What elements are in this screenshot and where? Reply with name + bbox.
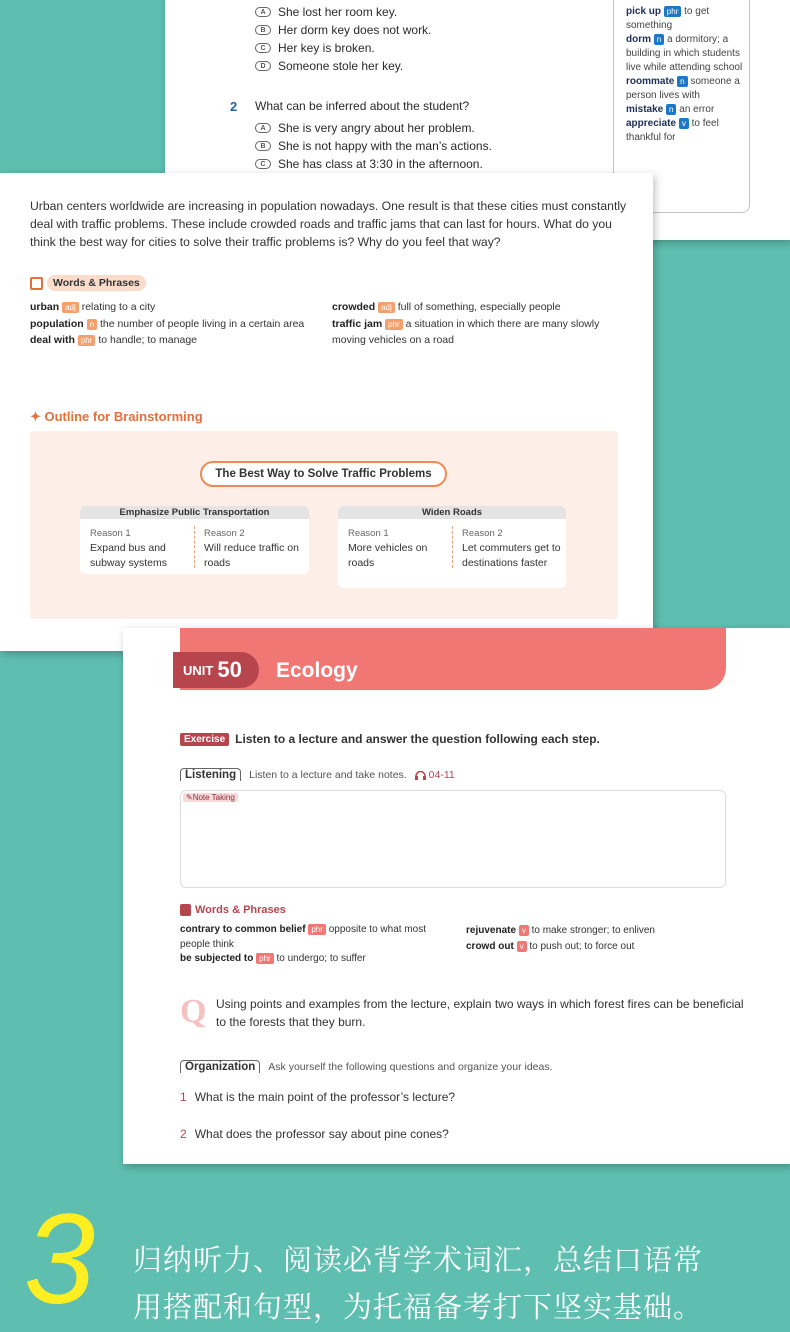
reason-divider [194, 526, 195, 568]
exercise-badge: Exercise [180, 733, 229, 746]
option-letter: C [255, 159, 271, 169]
note-taking-area[interactable] [180, 790, 726, 888]
reason-item: Reason 2 Will reduce traffic on roads [204, 528, 299, 569]
unit-page [123, 628, 790, 1164]
vocab-entry: mistake n an error [626, 104, 715, 115]
vocab-entry: be subjected to phr to undergo; to suffer [180, 953, 366, 964]
outline-title: ✦ Outline for Brainstorming [30, 409, 203, 424]
option-text: She lost her room key. [278, 5, 398, 19]
question-number: 2 [230, 99, 238, 114]
organization-question: 1 What is the main point of the professor’s lecture? [180, 1090, 456, 1104]
question-text: Using points and examples from the lecture, explain two ways in which forest fires can be beneficial to the forests that they burn. [216, 997, 744, 1029]
caption-line: 用搭配和句型，为托福备考打下坚实基础。 [133, 1290, 704, 1324]
outline-box [30, 431, 618, 619]
listening-header [180, 768, 455, 781]
vocab-entry: crowd out v to push out; to force out [466, 940, 635, 952]
q1-option-a[interactable] [255, 5, 397, 19]
words-phrases-title: Words & Phrases [47, 275, 146, 291]
feature-number: 3 [24, 1188, 96, 1331]
option-letter: B [255, 141, 271, 151]
note-taking-label: ✎Note Taking [183, 793, 238, 802]
unit-badge [173, 652, 259, 688]
words-phrases-header [180, 904, 286, 916]
option-text: She is not happy with the man’s actions. [278, 139, 492, 153]
exercise-text: Listen to a lecture and answer the question following each step. [235, 732, 600, 746]
caption-line: 归纳听力、阅读必背学术词汇，总结口语常 [133, 1243, 704, 1277]
q2-option-b[interactable] [255, 139, 492, 153]
vocab-entry: deal with phr to handle; to manage [30, 334, 198, 346]
vocab-right [466, 923, 726, 954]
reason-divider [452, 526, 453, 568]
reason-item: Reason 1 More vehicles on roads [348, 528, 428, 569]
option-text: She has class at 3:30 in the afternoon. [278, 157, 483, 171]
vocab-entry: roommate n someone a person lives with [626, 76, 740, 101]
vocab-entry: traffic jam phr a situation in which there are many slowly moving vehicles on a road [332, 317, 600, 346]
unit-label: UNIT [183, 662, 214, 678]
option-letter: A [255, 7, 271, 17]
listening-description: Listen to a lecture and take notes. [249, 769, 407, 781]
book-icon [180, 904, 191, 916]
unit-title: Ecology [276, 659, 358, 682]
unit-number: 50 [217, 657, 242, 682]
reason-item: Reason 2 Let commuters get to destinations faster [462, 528, 561, 569]
option-letter: A [255, 123, 271, 133]
listening-label: Listening [180, 768, 241, 781]
vocab-entry: urban adj relating to a city [30, 301, 156, 313]
q2-option-a[interactable] [255, 121, 475, 135]
option-letter: B [255, 25, 271, 35]
words-phrases-header [30, 275, 146, 291]
vocab-right [332, 299, 622, 349]
option-text: She is very angry about her problem. [278, 121, 475, 135]
vocab-entry: contrary to common belief phr opposite to what most people think [180, 924, 426, 950]
option-text: Her key is broken. [278, 41, 375, 55]
speaking-prompt-page [0, 173, 653, 651]
q2-option-c[interactable] [255, 157, 483, 171]
vocab-left [30, 299, 320, 349]
q1-option-c[interactable] [255, 41, 375, 55]
prompt-text: Urban centers worldwide are increasing in population nowadays. One result is that these cities must constantly deal with traffic problems. These include crowded roads and traffic jams that can last for hours. What do you think the best way for cities to solve their traffic problems is? Why do you feel that way? [30, 199, 627, 249]
option-letter: C [255, 43, 271, 53]
words-phrases-title: Words & Phrases [195, 904, 286, 916]
q1-option-b[interactable] [255, 23, 431, 37]
unit-banner [180, 628, 726, 690]
question-mark-letter: Q [180, 993, 207, 1030]
vocab-entry: crowded adj full of something, especially people [332, 301, 561, 313]
organization-label: Organization [180, 1060, 260, 1073]
option-text: Her dorm key does not work. [278, 23, 432, 37]
question-text: What can be inferred about the student? [255, 99, 470, 113]
book-icon [30, 277, 43, 290]
audio-track[interactable] [415, 769, 455, 781]
vocab-entry: dorm n a dormitory; a building in which students live while attending school [626, 34, 743, 73]
option-letter: D [255, 61, 271, 71]
track-number: 04-11 [428, 769, 455, 781]
outline-branch [80, 506, 309, 574]
vocab-entry: rejuvenate v to make stronger; to enliven [466, 925, 655, 936]
organization-description: Ask yourself the following questions and organize your ideas. [268, 1061, 553, 1073]
branch-heading: Emphasize Public Transportation [80, 506, 309, 519]
vocab-entry: pick up phr to get something [626, 6, 710, 31]
outline-main-topic: The Best Way to Solve Traffic Problems [200, 461, 447, 487]
outline-branch [338, 506, 566, 588]
vocab-entry: appreciate v to feel thankful for [626, 118, 719, 143]
reason-item: Reason 1 Expand bus and subway systems [90, 528, 168, 569]
q1-option-d[interactable] [255, 59, 403, 73]
organization-question: 2 What does the professor say about pine cones? [180, 1127, 449, 1141]
branch-heading: Widen Roads [338, 506, 566, 519]
organization-header [180, 1060, 553, 1073]
option-text: Someone stole her key. [278, 59, 404, 73]
headphones-icon [415, 771, 426, 780]
exercise-instructions [180, 732, 600, 746]
vocab-entry: population n the number of people living in a certain area [30, 317, 305, 330]
vocab-left [180, 923, 445, 967]
